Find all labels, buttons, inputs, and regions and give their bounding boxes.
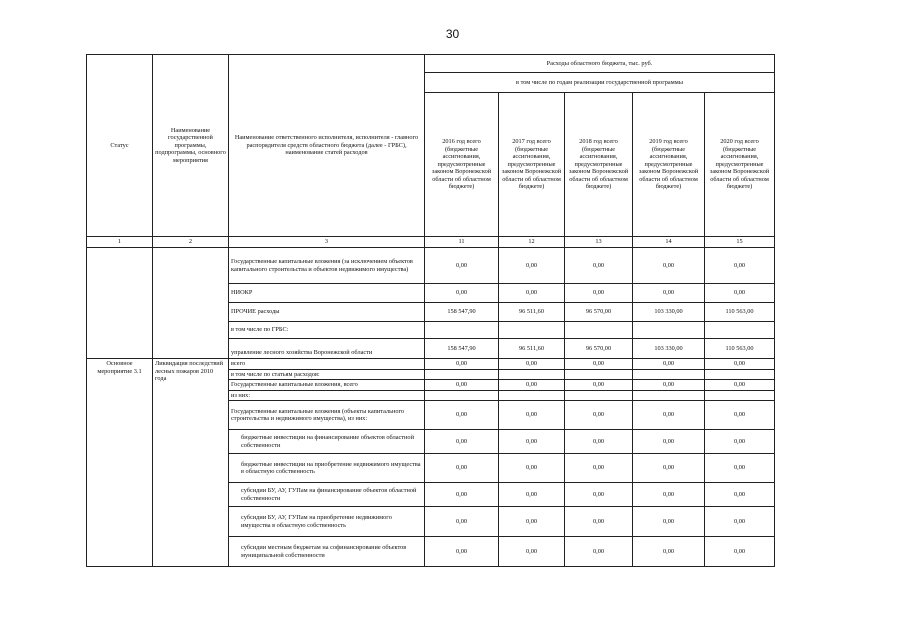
row-label: НИОКР <box>229 284 425 303</box>
row-label: управление лесного хозяйства Воронежской области <box>229 339 425 359</box>
value-2020: 0,00 <box>705 483 775 507</box>
row-label: в том числе по статьям расходов: <box>229 369 425 380</box>
value-2018: 0,00 <box>565 284 633 303</box>
row-label: Государственные капитальные вложения (объекты капитального строительства и недвижимого имущества), из них: <box>229 401 425 430</box>
value-2018: 0,00 <box>565 401 633 430</box>
value-2017: 0,00 <box>499 483 565 507</box>
value-2016: 0,00 <box>425 483 499 507</box>
value-2019: 0,00 <box>633 248 705 284</box>
value-2017: 0,00 <box>499 359 565 370</box>
value-2020: 0,00 <box>705 284 775 303</box>
value-2020 <box>705 322 775 339</box>
row-label: Государственные капитальные вложения, всего <box>229 380 425 391</box>
value-2018: 0,00 <box>565 454 633 483</box>
header-year-2017: 2017 год всего (бюджетные ассигнования, предусмотренные законом Воронежской области об областном бюджете) <box>499 93 565 237</box>
value-2020: 110 563,00 <box>705 303 775 322</box>
row-label: из них: <box>229 390 425 401</box>
value-2018: 0,00 <box>565 380 633 391</box>
value-2017: 0,00 <box>499 401 565 430</box>
value-2018: 0,00 <box>565 430 633 454</box>
value-2019 <box>633 322 705 339</box>
value-2017 <box>499 390 565 401</box>
col-number: 13 <box>565 237 633 248</box>
name-cell-empty <box>153 248 229 359</box>
value-2016: 0,00 <box>425 248 499 284</box>
value-2016: 0,00 <box>425 430 499 454</box>
value-2018: 0,00 <box>565 483 633 507</box>
value-2017: 96 511,60 <box>499 303 565 322</box>
header-expenses-title: Расходы областного бюджета, тыс. руб. <box>425 55 775 73</box>
value-2020: 0,00 <box>705 507 775 537</box>
value-2017: 96 511,60 <box>499 339 565 359</box>
header-year-2020: 2020 год всего (бюджетные ассигнования, предусмотренные законом Воронежской области об областном бюджете) <box>705 93 775 237</box>
value-2017: 0,00 <box>499 248 565 284</box>
value-2017 <box>499 369 565 380</box>
header-year-2016: 2016 год всего (бюджетные ассигнования, предусмотренные законом Воронежской области об областном бюджете) <box>425 93 499 237</box>
status-cell: Основное мероприятие 3.1 <box>87 359 153 567</box>
col-number: 14 <box>633 237 705 248</box>
value-2018 <box>565 322 633 339</box>
col-number: 3 <box>229 237 425 248</box>
budget-table <box>86 54 775 567</box>
value-2018: 0,00 <box>565 507 633 537</box>
row-label: Государственные капитальные вложения (за исключением объектов капитального строительства и объектов недвижимого имущества) <box>229 248 425 284</box>
row-label: в том числе по ГРБС: <box>229 322 425 339</box>
value-2020 <box>705 369 775 380</box>
value-2019: 0,00 <box>633 401 705 430</box>
value-2019: 0,00 <box>633 284 705 303</box>
row-label: субсидии БУ, АУ, ГУПам на финансирование объектов областной собственности <box>229 483 425 507</box>
header-years-title: в том числе по годам реализации государственной программы <box>425 73 775 93</box>
table-row <box>87 248 775 284</box>
value-2020: 0,00 <box>705 401 775 430</box>
value-2017: 0,00 <box>499 454 565 483</box>
value-2017: 0,00 <box>499 380 565 391</box>
value-2019: 0,00 <box>633 359 705 370</box>
value-2016: 0,00 <box>425 284 499 303</box>
value-2016: 158 547,90 <box>425 339 499 359</box>
value-2018: 0,00 <box>565 537 633 567</box>
value-2019: 0,00 <box>633 380 705 391</box>
value-2019 <box>633 390 705 401</box>
value-2019 <box>633 369 705 380</box>
value-2016 <box>425 322 499 339</box>
table-row <box>87 359 775 370</box>
value-2017: 0,00 <box>499 537 565 567</box>
value-2020: 0,00 <box>705 359 775 370</box>
value-2017: 0,00 <box>499 507 565 537</box>
value-2016: 0,00 <box>425 454 499 483</box>
row-label: всего <box>229 359 425 370</box>
value-2020: 0,00 <box>705 454 775 483</box>
value-2019: 0,00 <box>633 483 705 507</box>
value-2017: 0,00 <box>499 284 565 303</box>
value-2020: 0,00 <box>705 380 775 391</box>
header-year-2019: 2019 год всего (бюджетные ассигнования, предусмотренные законом Воронежской области об областном бюджете) <box>633 93 705 237</box>
col-number: 12 <box>499 237 565 248</box>
col-number: 2 <box>153 237 229 248</box>
value-2016: 0,00 <box>425 380 499 391</box>
value-2018 <box>565 369 633 380</box>
value-2016: 158 547,90 <box>425 303 499 322</box>
col-number: 15 <box>705 237 775 248</box>
value-2017 <box>499 322 565 339</box>
value-2016 <box>425 369 499 380</box>
value-2019: 0,00 <box>633 430 705 454</box>
header-year-2018: 2018 год всего (бюджетные ассигнования, предусмотренные законом Воронежской области об областном бюджете) <box>565 93 633 237</box>
value-2019: 0,00 <box>633 507 705 537</box>
value-2019: 103 330,00 <box>633 339 705 359</box>
column-numbers-row <box>87 237 775 248</box>
value-2020 <box>705 390 775 401</box>
row-label: субсидии БУ, АУ, ГУПам на приобретение недвижимого имущества в областную собственность <box>229 507 425 537</box>
value-2017: 0,00 <box>499 430 565 454</box>
row-label: субсидии местным бюджетам на софинансирование объектов муниципальной собственности <box>229 537 425 567</box>
value-2018: 0,00 <box>565 359 633 370</box>
value-2016 <box>425 390 499 401</box>
header-status: Статус <box>87 55 153 237</box>
value-2019: 103 330,00 <box>633 303 705 322</box>
value-2016: 0,00 <box>425 537 499 567</box>
value-2016: 0,00 <box>425 401 499 430</box>
value-2018 <box>565 390 633 401</box>
value-2019: 0,00 <box>633 537 705 567</box>
header-executor: Наименование ответственного исполнителя, исполнителя - главного распорядителя средств областного бюджета (далее - ГРБС), наименование статей расходов <box>229 55 425 237</box>
page-number: 30 <box>445 27 460 41</box>
status-cell-empty <box>87 248 153 359</box>
value-2020: 110 563,00 <box>705 339 775 359</box>
row-label: ПРОЧИЕ расходы <box>229 303 425 322</box>
value-2018: 96 570,00 <box>565 303 633 322</box>
program-name-cell: Ликвидация последствий лесных пожаров 2010 года <box>153 359 229 567</box>
value-2016: 0,00 <box>425 359 499 370</box>
row-label: бюджетные инвестиции на приобретение недвижимого имущества в областную собственность <box>229 454 425 483</box>
value-2019: 0,00 <box>633 454 705 483</box>
value-2020: 0,00 <box>705 430 775 454</box>
value-2018: 96 570,00 <box>565 339 633 359</box>
value-2018: 0,00 <box>565 248 633 284</box>
col-number: 11 <box>425 237 499 248</box>
value-2020: 0,00 <box>705 537 775 567</box>
value-2016: 0,00 <box>425 507 499 537</box>
col-number: 1 <box>87 237 153 248</box>
value-2020: 0,00 <box>705 248 775 284</box>
row-label: бюджетные инвестиции на финансирование объектов областной собственности <box>229 430 425 454</box>
header-program-name: Наименование государственной программы, подпрограммы, основного мероприятия <box>153 55 229 237</box>
